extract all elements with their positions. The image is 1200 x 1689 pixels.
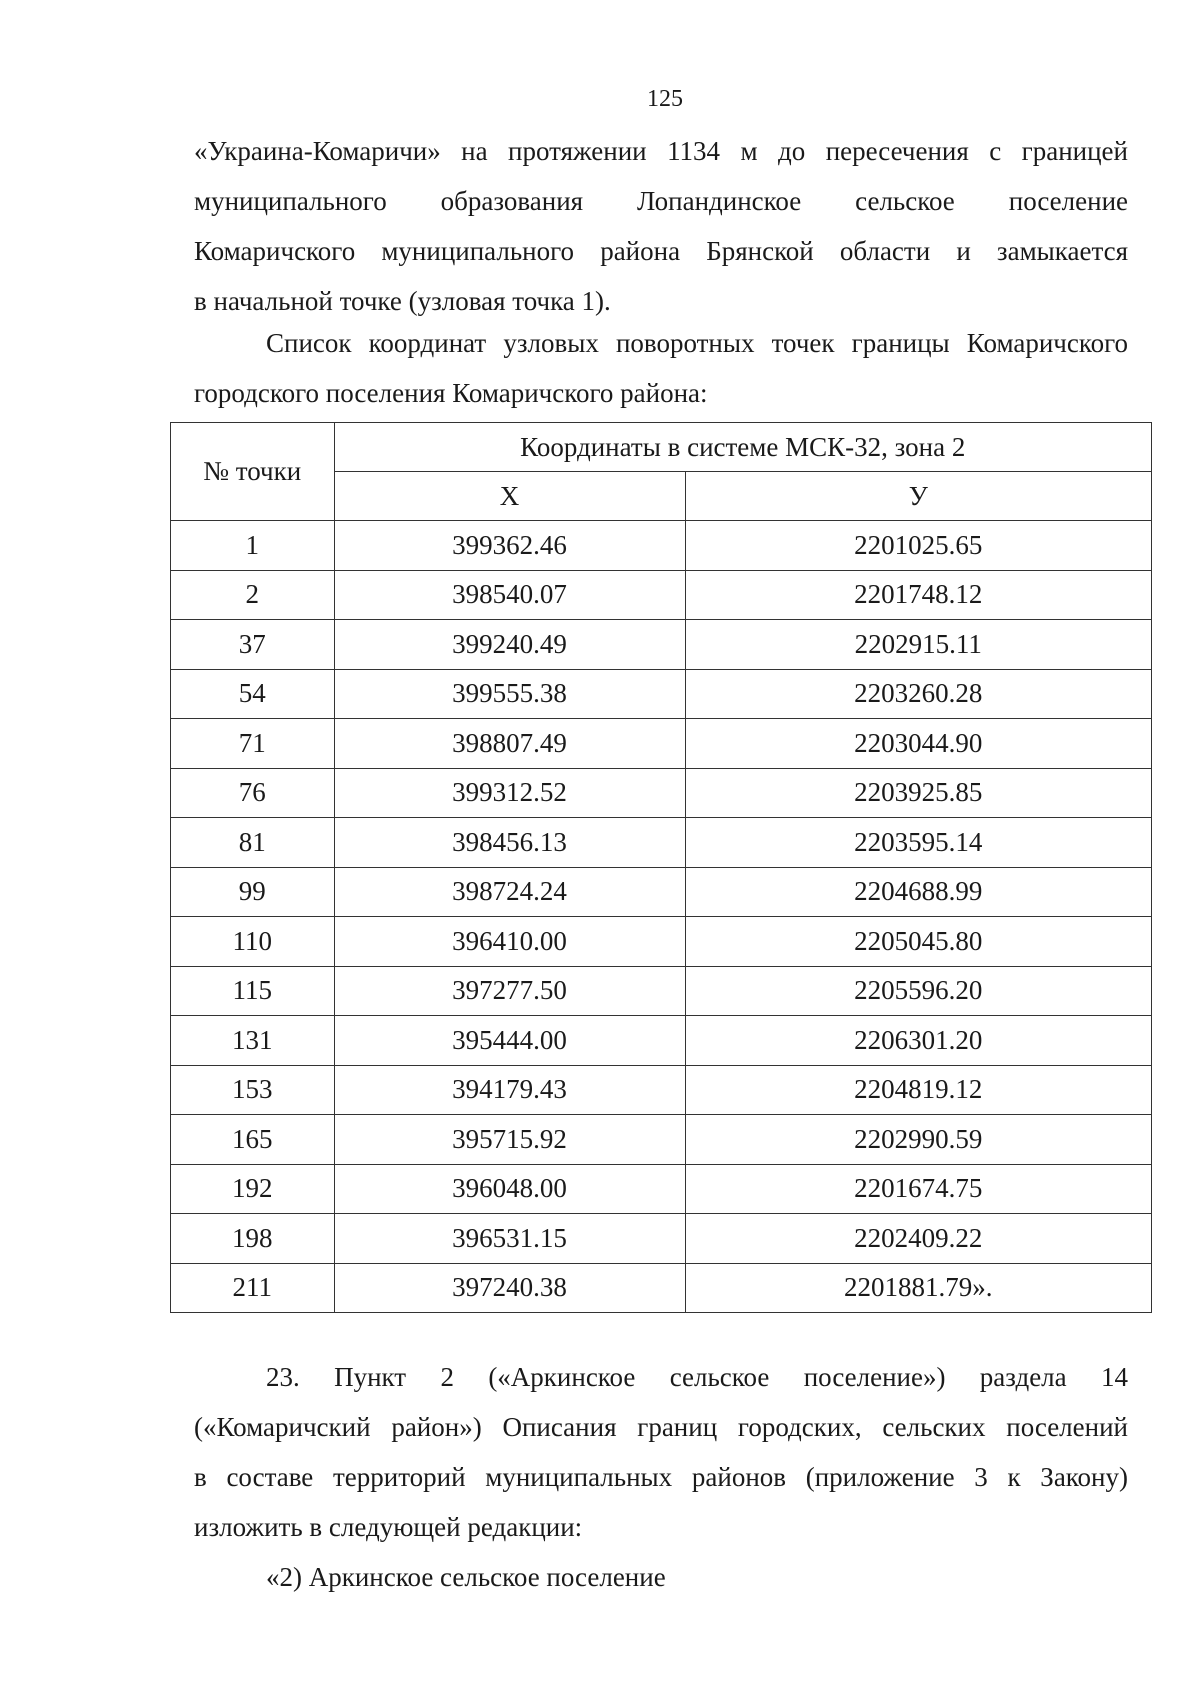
- cell-y: 2205596.20: [685, 966, 1151, 1016]
- cell-point-number: 131: [171, 1016, 335, 1066]
- cell-x: 398540.07: [334, 570, 685, 620]
- cell-point-number: 198: [171, 1214, 335, 1264]
- cell-y: 2204688.99: [685, 867, 1151, 917]
- cell-x: 399240.49: [334, 620, 685, 670]
- cell-point-number: 81: [171, 818, 335, 868]
- table-row: [171, 867, 1152, 917]
- cell-y: 2204819.12: [685, 1065, 1151, 1115]
- cell-y: 2205045.80: [685, 917, 1151, 967]
- page-number: 125: [647, 86, 683, 112]
- cell-x: 398724.24: [334, 867, 685, 917]
- table-row: [171, 1016, 1152, 1066]
- cell-y: 2202915.11: [685, 620, 1151, 670]
- header-coordinate-system: Координаты в системе МСК-32, зона 2: [334, 423, 1152, 472]
- table-row: [171, 1214, 1152, 1264]
- table-row: [171, 521, 1152, 571]
- table-row: [171, 917, 1152, 967]
- cell-y: 2201748.12: [685, 570, 1151, 620]
- table-row: [171, 818, 1152, 868]
- cell-point-number: 115: [171, 966, 335, 1016]
- table-row: [171, 620, 1152, 670]
- table-row: [171, 1065, 1152, 1115]
- intro-line: в начальной точке (узловая точка 1).: [194, 286, 611, 316]
- item-23-paragraph: [194, 1352, 1128, 1552]
- cell-point-number: 192: [171, 1164, 335, 1214]
- cell-y: 2203925.85: [685, 768, 1151, 818]
- item-23-line: изложить в следующей редакции:: [194, 1512, 583, 1542]
- table-row: [171, 1263, 1152, 1313]
- coordinates-table: [170, 422, 1152, 1313]
- cell-point-number: 1: [171, 521, 335, 571]
- table-row: [171, 669, 1152, 719]
- subsection-heading: «2) Аркинское сельское поселение: [266, 1562, 666, 1592]
- cell-y: 2201881.79».: [685, 1263, 1151, 1313]
- cell-point-number: 165: [171, 1115, 335, 1165]
- cell-point-number: 76: [171, 768, 335, 818]
- cell-x: 397240.38: [334, 1263, 685, 1313]
- cell-x: 398456.13: [334, 818, 685, 868]
- cell-x: 395715.92: [334, 1115, 685, 1165]
- intro-line: муниципального образования Лопандинское сельское поселение: [194, 186, 1128, 216]
- intro-line: «Украина-Комаричи» на протяжении 1134 м до пересечения с границей: [194, 136, 1128, 166]
- list-intro-line: Список координат узловых поворотных точек границы Комаричского: [266, 328, 1128, 358]
- intro-line: Комаричского муниципального района Брянской области и замыкается: [194, 236, 1128, 266]
- cell-y: 2203044.90: [685, 719, 1151, 769]
- item-23-line: («Комаричский район») Описания границ городских, сельских поселений: [194, 1412, 1128, 1442]
- table-row: [171, 719, 1152, 769]
- cell-y: 2202409.22: [685, 1214, 1151, 1264]
- table-row: [171, 1164, 1152, 1214]
- item-23-line: 23. Пункт 2 («Аркинское сельское поселение») раздела 14: [266, 1362, 1128, 1392]
- cell-x: 398807.49: [334, 719, 685, 769]
- cell-point-number: 37: [171, 620, 335, 670]
- table-row: [171, 1115, 1152, 1165]
- cell-y: 2206301.20: [685, 1016, 1151, 1066]
- cell-x: 397277.50: [334, 966, 685, 1016]
- cell-x: 399362.46: [334, 521, 685, 571]
- cell-point-number: 54: [171, 669, 335, 719]
- cell-point-number: 71: [171, 719, 335, 769]
- cell-point-number: 99: [171, 867, 335, 917]
- cell-x: 396410.00: [334, 917, 685, 967]
- list-intro-paragraph: [194, 318, 1128, 418]
- item-23-line: в составе территорий муниципальных районов (приложение 3 к Закону): [194, 1462, 1128, 1492]
- cell-y: 2203595.14: [685, 818, 1151, 868]
- cell-point-number: 110: [171, 917, 335, 967]
- cell-x: 396531.15: [334, 1214, 685, 1264]
- header-point-number: № точки: [171, 423, 335, 521]
- table-row: [171, 768, 1152, 818]
- table-row: [171, 966, 1152, 1016]
- cell-point-number: 2: [171, 570, 335, 620]
- cell-x: 399312.52: [334, 768, 685, 818]
- cell-x: 394179.43: [334, 1065, 685, 1115]
- cell-point-number: 153: [171, 1065, 335, 1115]
- cell-x: 396048.00: [334, 1164, 685, 1214]
- intro-paragraph: [194, 126, 1128, 326]
- header-y: У: [685, 472, 1151, 521]
- cell-y: 2201674.75: [685, 1164, 1151, 1214]
- list-intro-line: городского поселения Комаричского района:: [194, 378, 708, 408]
- cell-x: 395444.00: [334, 1016, 685, 1066]
- header-x: X: [334, 472, 685, 521]
- cell-x: 399555.38: [334, 669, 685, 719]
- cell-y: 2202990.59: [685, 1115, 1151, 1165]
- cell-point-number: 211: [171, 1263, 335, 1313]
- cell-y: 2203260.28: [685, 669, 1151, 719]
- cell-y: 2201025.65: [685, 521, 1151, 571]
- table-row: [171, 570, 1152, 620]
